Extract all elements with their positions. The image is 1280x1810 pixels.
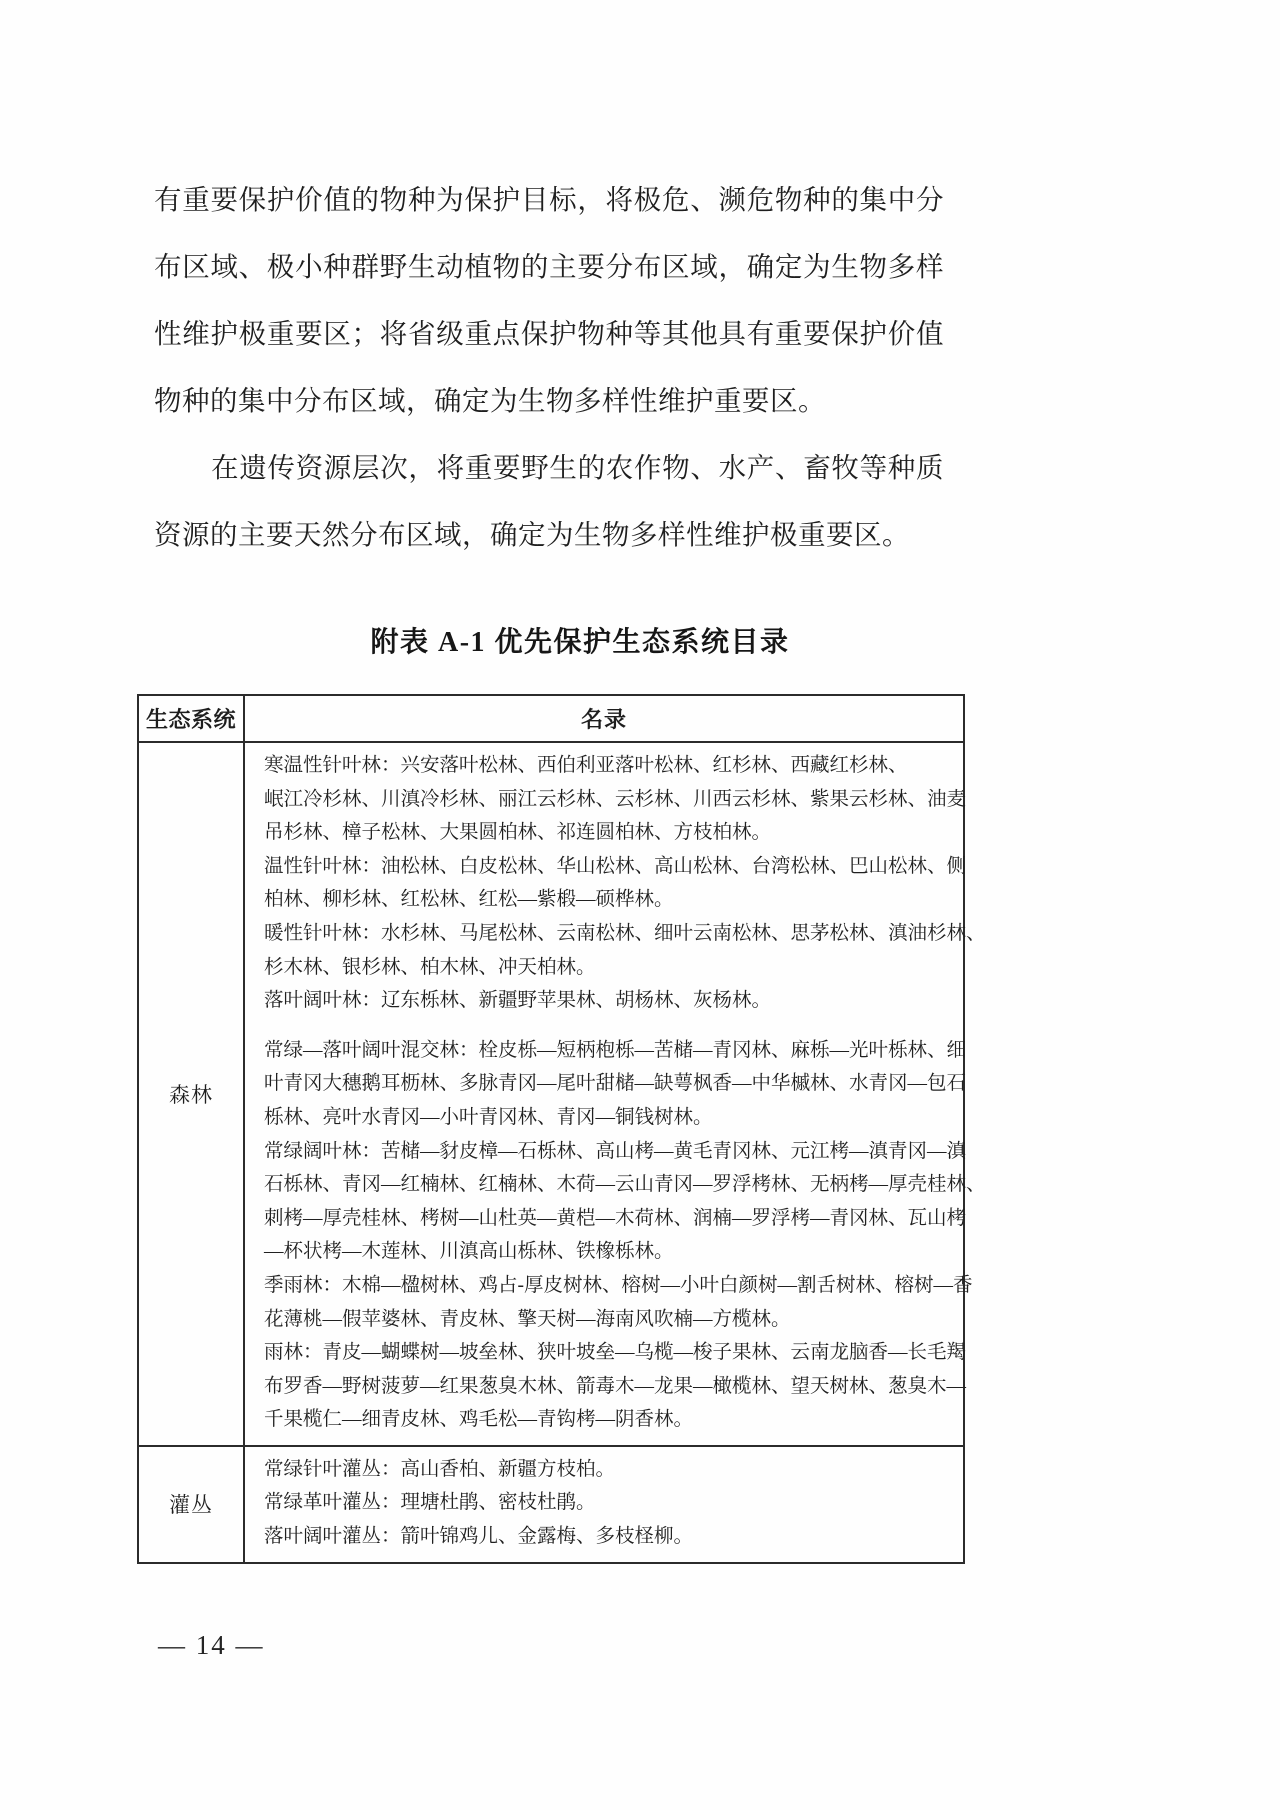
catalog-line: 温性针叶林：油松林、白皮松林、华山松林、高山松林、台湾松林、巴山松林、侧 bbox=[264, 855, 967, 877]
table-body bbox=[139, 743, 986, 1562]
paragraph-line: 布区域、极小种群野生动植物的主要分布区域，确定为生物多样 bbox=[154, 251, 944, 282]
catalog-line: 岷江冷杉林、川滇冷杉林、丽江云杉林、云杉林、川西云杉林、紫果云杉林、油麦 bbox=[264, 788, 967, 810]
catalog-line: 寒温性针叶林：兴安落叶松林、西伯利亚落叶松林、红杉林、西藏红杉林、 bbox=[264, 755, 908, 776]
catalog-line: 常绿—落叶阔叶混交林：栓皮栎—短柄枹栎—苦槠—青冈林、麻栎—光叶栎林、细 bbox=[264, 1039, 967, 1061]
page-number: — 14 — bbox=[158, 1630, 265, 1660]
catalog-line: 栎林、亮叶水青冈—小叶青冈林、青冈—铜钱树林。 bbox=[264, 1106, 713, 1128]
catalog-line: 季雨林：木棉—楹树林、鸡占-厚皮树林、榕树—小叶白颜树—割舌树林、榕树—香 bbox=[264, 1274, 973, 1296]
catalog-line: 常绿革叶灌丛：理塘杜鹃、密枝杜鹃。 bbox=[264, 1492, 596, 1514]
catalog-line: 千果榄仁—细青皮林、鸡毛松—青钩栲—阴香林。 bbox=[264, 1409, 694, 1431]
catalog-line: 布罗香—野树菠萝—红果葱臭木林、箭毒木—龙果—橄榄林、望天树林、葱臭木— bbox=[264, 1375, 967, 1397]
ecosystem-cell: 灌丛 bbox=[139, 1447, 245, 1562]
catalog-line: 花薄桃—假苹婆林、青皮林、擎天树—海南风吹楠—方榄林。 bbox=[264, 1308, 791, 1330]
catalog-cell bbox=[245, 743, 990, 1445]
table-row bbox=[139, 743, 986, 1445]
catalog-line: 暖性针叶林：水杉林、马尾松林、云南松林、细叶云南松林、思茅松林、滇油杉林、 bbox=[264, 922, 986, 944]
catalog-line: 刺栲—厚壳桂林、栲树—山杜英—黄桤—木荷林、润楠—罗浮栲—青冈林、瓦山栲 bbox=[264, 1207, 967, 1229]
catalog-cell bbox=[245, 1447, 963, 1562]
paragraph-line: 物种的集中分布区域，确定为生物多样性维护重要区。 bbox=[154, 385, 826, 416]
catalog-line: 落叶阔叶林：辽东栎林、新疆野苹果林、胡杨林、灰杨林。 bbox=[264, 990, 772, 1012]
paragraph-line: 性维护极重要区；将省级重点保护物种等其他具有重要保护价值 bbox=[154, 318, 944, 349]
line-gap bbox=[264, 1018, 986, 1034]
paragraph-line: 有重要保护价值的物种为保护目标，将极危、濒危物种的集中分 bbox=[154, 184, 944, 215]
catalog-line: 石栎林、青冈—红楠林、红楠林、木荷—云山青冈—罗浮栲林、无柄栲—厚壳桂林、 bbox=[264, 1174, 986, 1196]
catalog-line: 雨林：青皮—蝴蝶树—坡垒林、狭叶坡垒—乌榄—梭子果林、云南龙脑香—长毛羯 bbox=[264, 1342, 967, 1364]
table-row bbox=[139, 1445, 963, 1562]
catalog-line: 落叶阔叶灌丛：箭叶锦鸡儿、金露梅、多枝柽柳。 bbox=[264, 1526, 694, 1548]
header-catalog: 名录 bbox=[580, 707, 627, 732]
catalog-line: 叶青冈大穗鹅耳枥林、多脉青冈—尾叶甜槠—缺萼枫香—中华槭林、水青冈—包石 bbox=[264, 1073, 967, 1095]
catalog-line: 常绿针叶灌丛：高山香柏、新疆方枝柏。 bbox=[264, 1458, 616, 1480]
catalog-line: —杯状栲—木莲林、川滇高山栎林、铁橡栎林。 bbox=[264, 1241, 674, 1263]
catalog-line: 柏林、柳杉林、红松林、红松—紫椴—硕桦林。 bbox=[264, 889, 674, 911]
catalog-line: 常绿阔叶林：苦槠—豺皮樟—石栎林、高山栲—黄毛青冈林、元江栲—滇青冈—滇 bbox=[264, 1140, 967, 1162]
header-ecosystem: 生态系统 bbox=[139, 696, 245, 741]
catalog-line: 吊杉林、樟子松林、大果圆柏林、祁连圆柏林、方枝柏林。 bbox=[264, 822, 772, 844]
ecosystem-table bbox=[137, 694, 986, 1564]
paragraphs bbox=[154, 166, 944, 568]
paragraph-line: 资源的主要天然分布区域，确定为生物多样性维护极重要区。 bbox=[154, 519, 910, 550]
table-title: 附表 A-1 优先保护生态系统目录 bbox=[370, 627, 790, 658]
table-header-row bbox=[139, 696, 963, 743]
ecosystem-cell: 森林 bbox=[139, 743, 245, 1445]
paragraph-line: 在遗传资源层次，将重要野生的农作物、水产、畜牧等种质 bbox=[211, 452, 944, 483]
catalog-line: 杉木林、银杉林、柏木林、冲天柏林。 bbox=[264, 956, 596, 978]
